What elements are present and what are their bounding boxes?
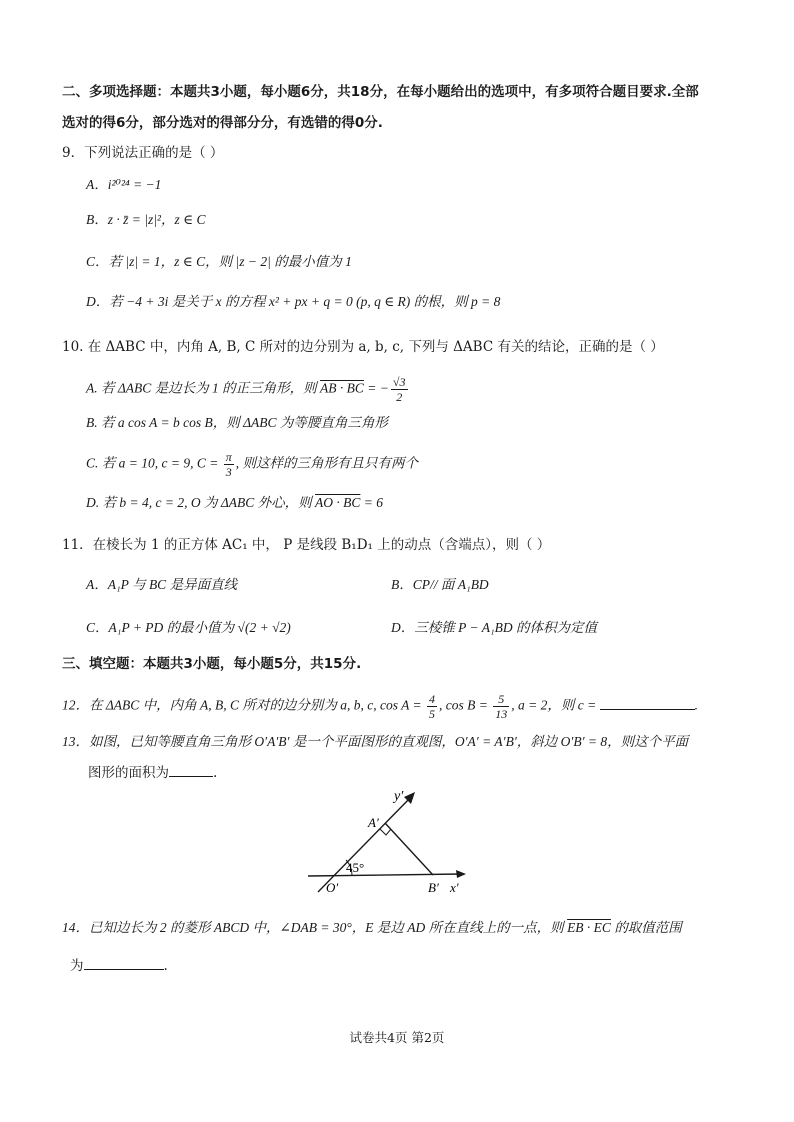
q12-end: . <box>694 697 698 713</box>
q14-line1 <box>62 918 682 938</box>
q12-den1: 5 <box>429 707 436 721</box>
q10-option-c <box>86 450 418 479</box>
q13-line2 <box>88 762 217 783</box>
q13-line2-end: . <box>213 765 218 781</box>
x-axis-arrow <box>456 870 466 878</box>
q12-num1: 4 <box>429 692 436 706</box>
q13-line2-text: 图形的面积为 <box>88 765 169 781</box>
section3-header: 三、填空题：本题共3小题，每小题5分，共15分. <box>62 656 362 672</box>
q12-num2: 5 <box>493 692 509 707</box>
q10-option-a-text: A. 若 ΔABC 是边长为 1 的正三角形，则 <box>86 380 321 396</box>
q13-answer-blank[interactable] <box>169 762 213 777</box>
q9-option-b: B．z · z̄ = |z|²，z ∈ C <box>86 212 206 227</box>
q10-option-c-fraction <box>224 450 234 479</box>
q14-line1-vectors: EB · EC <box>567 920 611 935</box>
triangle-side-ab <box>385 823 433 875</box>
label-a-prime: A′ <box>368 815 379 830</box>
q10-option-b: B. 若 a cos A = b cos B，则 ΔABC 为等腰直角三角形 <box>86 415 388 430</box>
q10-option-a-numerator: √3 <box>392 375 406 389</box>
q14-line2-end: . <box>163 958 168 974</box>
q14-line1-pre: 14．已知边长为 2 的菱形 ABCD 中，∠DAB = 30°，E 是边 AD 所在直线上的一点，则 <box>62 920 568 935</box>
q9-option-d: D．若 −4 + 3i 是关于 x 的方程 x² + px + q = 0 (p, q ∈ R) 的根，则 p = 8 <box>86 294 501 309</box>
q10-option-d <box>86 493 383 513</box>
q11-option-d: D．三棱锥 P − A₁BD 的体积为定值 <box>391 620 598 635</box>
q12-post: , a = 2，则 c = <box>511 697 600 713</box>
q10-option-a-eq: = − <box>363 380 389 396</box>
q12-answer-blank[interactable] <box>600 695 695 710</box>
q10-option-c-denominator: 3 <box>225 465 232 479</box>
q14-line1-post: 的取值范围 <box>610 920 682 935</box>
label-y-prime: y′ <box>394 789 404 804</box>
q11-option-b: B．CP// 面 A₁BD <box>391 577 489 592</box>
q12-stem <box>62 692 698 721</box>
q10-option-d-pre: D. 若 b = 4, c = 2, O 为 ΔABC 外心，则 <box>86 495 316 510</box>
section2-header-line2: 选对的得6分，部分选对的得部分分，有选错的得0分. <box>62 115 383 131</box>
q12-den2: 13 <box>495 707 508 721</box>
label-angle-45: 45° <box>346 860 365 875</box>
x-axis-line <box>308 874 462 876</box>
section2-header-line1: 二、多项选择题：本题共3小题，每小题6分，共18分，在每小题给出的选项中，有多项符合题目要求.全部 <box>62 84 699 100</box>
label-x-prime: x′ <box>450 880 459 895</box>
q10-option-c-numerator: π <box>225 450 232 464</box>
y-axis-line <box>318 796 412 892</box>
q12-pre: 12．在 ΔABC 中，内角 A, B, C 所对的边分别为 a, b, c, cos A = <box>62 697 426 713</box>
q9-option-a: A．i²⁰²⁴ = −1 <box>86 177 162 192</box>
q10-option-d-post: = 6 <box>360 495 384 510</box>
page-footer: 试卷共4页 第2页 <box>349 1030 445 1045</box>
q14-line2-text: 为 <box>70 958 84 974</box>
q9-option-c: C．若 |z| = 1，z ∈ C，则 |z − 2| 的最小值为 1 <box>86 254 352 269</box>
q13-line1: 13．如图，已知等腰直角三角形 O′A′B′ 是一个平面图形的直观图，O′A′ = A′B′，斜边 O′B′ = 8，则这个平面 <box>62 734 689 749</box>
q9-stem: 9．下列说法正确的是（ ） <box>62 145 224 161</box>
q12-fraction-cos-a <box>427 692 437 721</box>
q10-option-a-vectors: AB · BC <box>320 380 364 396</box>
q10-option-c-post: , 则这样的三角形有且只有两个 <box>235 455 418 471</box>
label-o-prime: O′ <box>326 880 339 895</box>
q10-option-a-fraction <box>391 375 408 404</box>
q11-option-c: C．A₁P + PD 的最小值为 √(2 + √2) <box>86 620 291 635</box>
q12-mid: , cos B = <box>439 697 492 713</box>
q12-fraction-cos-b <box>493 692 509 721</box>
q11-stem: 11．在棱长为 1 的正方体 AC₁ 中， P 是线段 B₁D₁ 上的动点（含端点），则（ ） <box>62 537 551 553</box>
q10-option-c-pre: C. 若 a = 10, c = 9, C = <box>86 455 222 471</box>
q10-option-a <box>86 375 410 404</box>
q11-option-a: A．A₁P 与 BC 是异面直线 <box>86 577 238 592</box>
q10-stem: 10. 在 ΔABC 中，内角 A, B, C 所对的边分别为 a, b, c, 下列与 ΔABC 有关的结论，正确的是（ ） <box>62 339 664 355</box>
label-b-prime: B′ <box>428 880 439 895</box>
q14-answer-blank[interactable] <box>84 955 164 970</box>
q14-line2 <box>70 955 168 976</box>
right-angle-mark <box>380 829 391 835</box>
q10-option-a-denominator: 2 <box>396 390 403 404</box>
q10-option-d-vectors: AO · BC <box>315 495 361 510</box>
q13-figure <box>290 782 490 900</box>
